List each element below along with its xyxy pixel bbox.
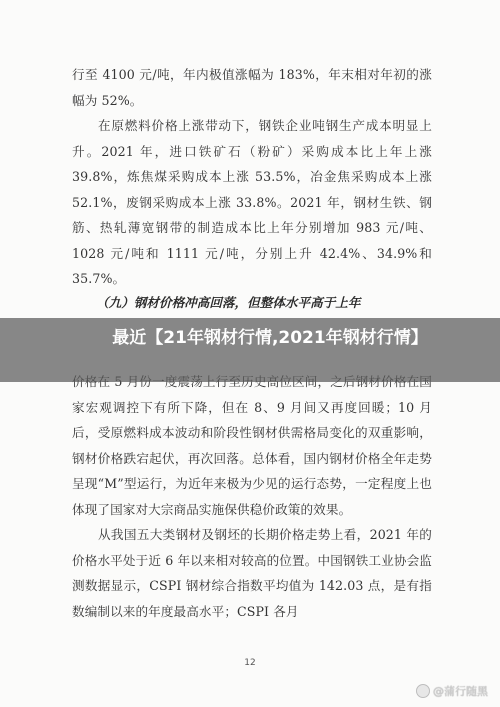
paragraph-3: 家宏观调控下有所下降，但在 8、9 月间又再度回暖；10 月后，受原燃料成本波动和阶段性钢材供需格局变化的双重影响，钢材价格跌宕起伏，再次回落。总体看，国内钢材价格全年走势呈现“M”型运行，为近年来极为少见的运行态势，一定程度上也体现了国家对大宗商品实施保供稳价政策的效果。 xyxy=(72,399,432,517)
text-block-bottom xyxy=(72,369,432,624)
paragraph-4: 从我国五大类钢材及钢坯的长期价格走势上看，2021 年的价格水平处于近 6 年以来相对较高的位置。中国钢铁工业协会监测数据显示，CSPI 钢材综合指数平均值为 142.03 点，是有指数编制以来的年度最高水平；CSPI 各月 xyxy=(72,527,432,619)
watermark-logo-icon xyxy=(416,684,430,698)
watermark-text: @蒲行随黑 xyxy=(433,685,488,698)
title-overlay-banner xyxy=(0,318,500,382)
text-block-top xyxy=(72,62,432,292)
paragraph-1: 行至 4100 元/吨，年内极值涨幅为 183%，年末相对年初的涨幅为 52%。 xyxy=(72,67,432,108)
page-number: 12 xyxy=(244,658,256,668)
paragraph-2: 在原燃料价格上涨带动下，钢铁企业吨钢生产成本明显上升。2021 年，进口铁矿石（粉矿）采购成本比上年上涨 39.8%，炼焦煤采购成本上涨 53.5%，冶金焦采购成本上涨 52.1%，废钢采购成本上涨 33.8%。2021 年，钢材生铁、钢筋、热轧薄宽钢带的制造成本比上年分别增加 983 元/吨、1028 元/吨和 1111 元/吨，分别上升 42.4%、34.9%和 35.7%。 xyxy=(72,118,432,286)
section-heading: （九）钢材价格冲高回落，但整体水平高于上年 xyxy=(96,295,361,310)
overlay-title[interactable]: 最近【21年钢材行情,2021年钢材行情】 xyxy=(112,328,428,348)
watermark xyxy=(416,683,488,699)
